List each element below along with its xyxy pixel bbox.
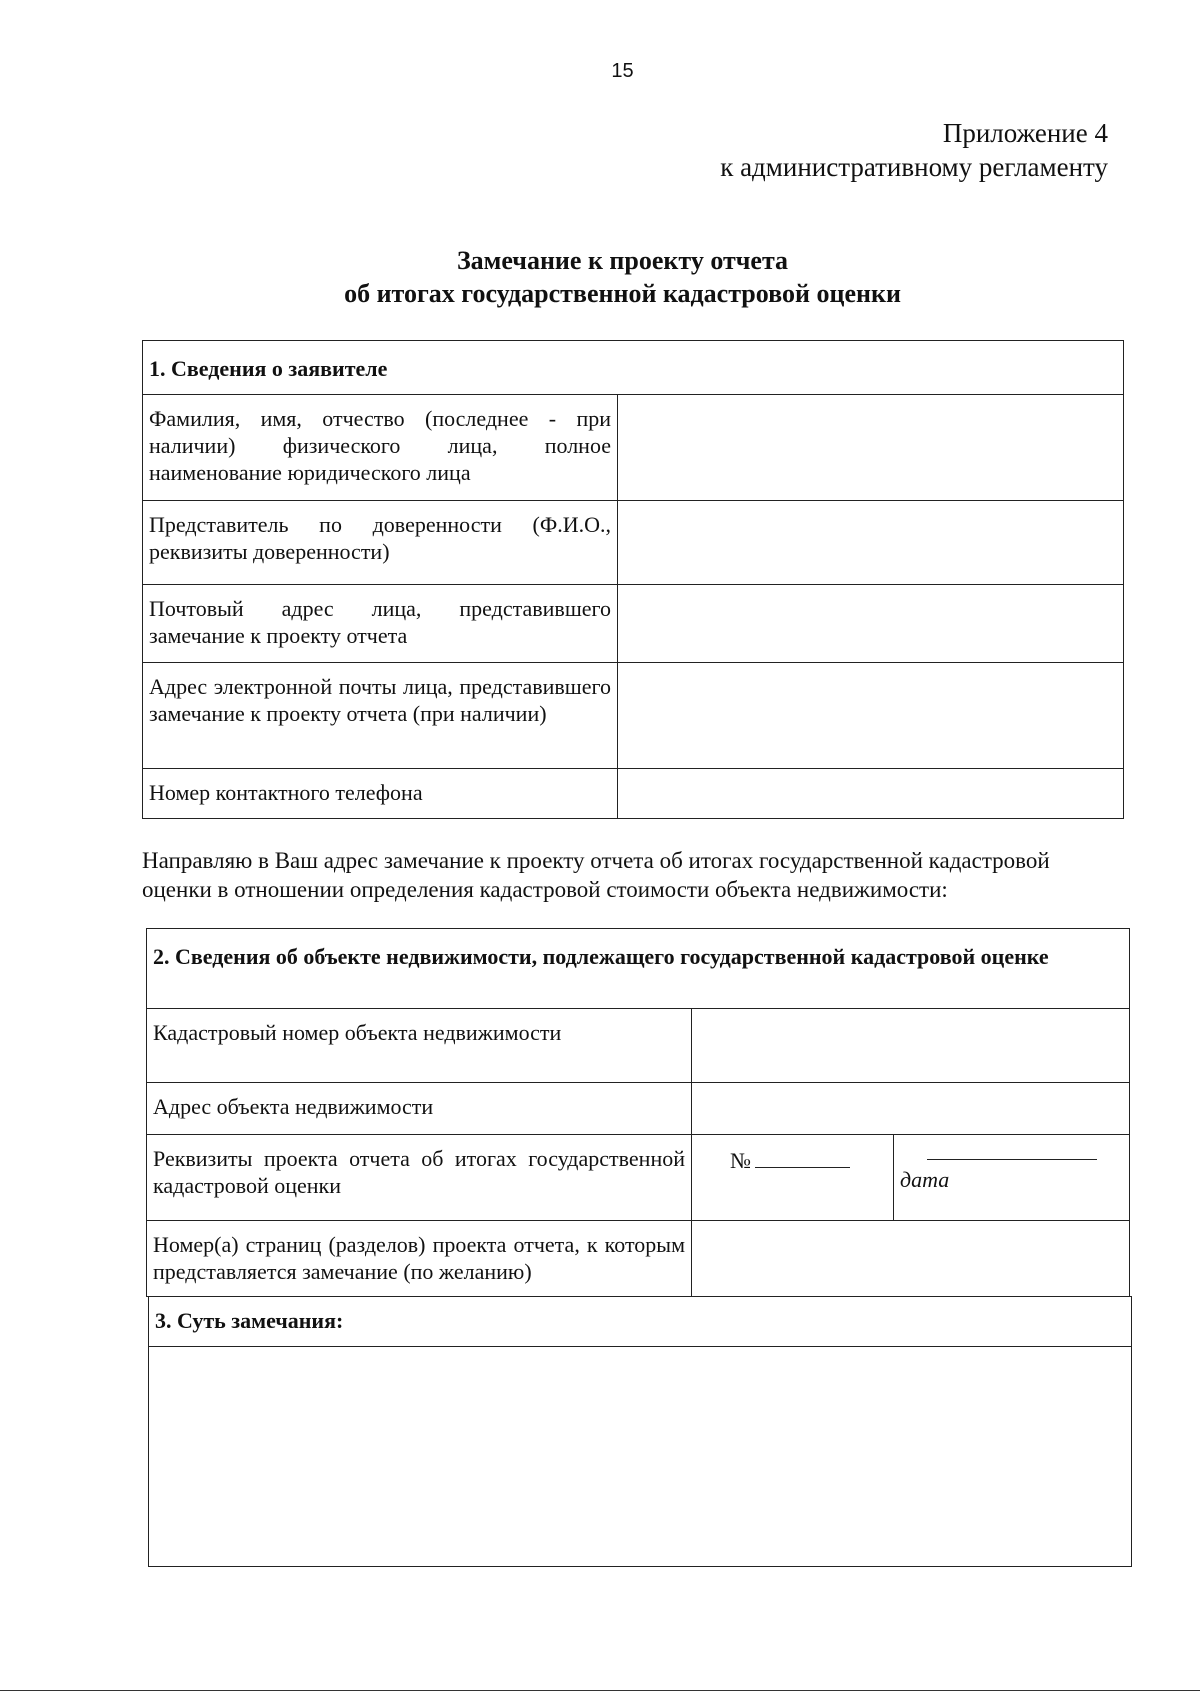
cadastral-number-label: Кадастровый номер объекта недвижимости: [147, 1009, 692, 1083]
appendix-line-2: к административному регламенту: [720, 152, 1108, 182]
property-address-label: Адрес объекта недвижимости: [147, 1083, 692, 1135]
page-numbers-label: Номер(а) страниц (разделов) проекта отчета, к которым представляется замечание (по желанию): [147, 1221, 692, 1297]
email-label: Адрес электронной почты лица, представившего замечание к проекту отчета (при наличии): [143, 663, 618, 769]
cadastral-number-field[interactable]: [692, 1009, 1130, 1083]
date-underline: [927, 1159, 1097, 1160]
report-details-label: Реквизиты проекта отчета об итогах государственной кадастровой оценки: [147, 1135, 692, 1221]
applicant-name-field[interactable]: [618, 395, 1124, 501]
postal-address-field[interactable]: [618, 585, 1124, 663]
intro-paragraph: Направляю в Ваш адрес замечание к проекту отчета об итогах государственной кадастровой оценки в отношении определения кадастровой стоимости объекта недвижимости:: [142, 848, 1050, 902]
report-date-field[interactable]: [894, 1135, 1130, 1221]
comment-essence-table: [148, 1296, 1132, 1567]
number-sign: №: [730, 1148, 751, 1173]
property-address-field[interactable]: [692, 1083, 1130, 1135]
property-info-table: [146, 928, 1130, 1297]
representative-field[interactable]: [618, 501, 1124, 585]
document-title: [0, 244, 1200, 310]
document-title-line-1: Замечание к проекту отчета: [456, 246, 789, 275]
phone-field[interactable]: [618, 769, 1124, 819]
page-number: 15: [611, 60, 634, 82]
bottom-rule: [0, 1690, 1200, 1691]
section-1-heading: 1. Сведения о заявителе: [143, 341, 1124, 395]
section-2-heading: 2. Сведения об объекте недвижимости, подлежащего государственной кадастровой оценке: [147, 929, 1130, 1009]
applicant-name-label: Фамилия, имя, отчество (последнее - при наличии) физического лица, полное наименование юридического лица: [143, 395, 618, 501]
applicant-info-table: [142, 340, 1124, 819]
section-3-heading: 3. Суть замечания:: [149, 1297, 1132, 1347]
number-underline: [755, 1145, 850, 1168]
email-field[interactable]: [618, 663, 1124, 769]
appendix-line-1: Приложение 4: [942, 118, 1108, 148]
report-number-field[interactable]: [692, 1135, 894, 1221]
representative-label: Представитель по доверенности (Ф.И.О., реквизиты доверенности): [143, 501, 618, 585]
phone-label: Номер контактного телефона: [143, 769, 618, 819]
comment-essence-field[interactable]: [149, 1347, 1132, 1567]
document-title-line-2: об итогах государственной кадастровой оценки: [344, 279, 901, 308]
date-caption: дата: [900, 1167, 950, 1192]
postal-address-label: Почтовый адрес лица, представившего замечание к проекту отчета: [143, 585, 618, 663]
appendix-header: [720, 116, 1108, 184]
page-numbers-field[interactable]: [692, 1221, 1130, 1297]
